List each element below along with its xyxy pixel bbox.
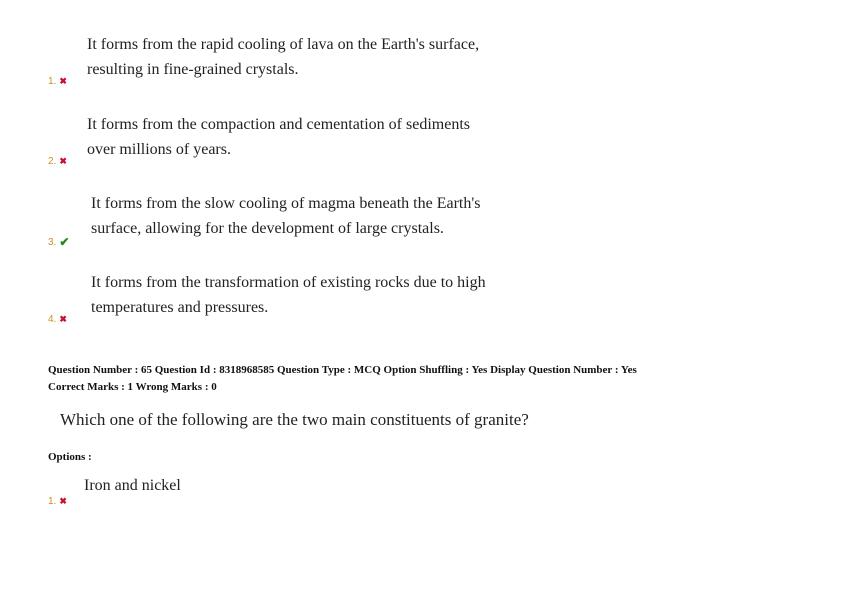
option-marker: [48, 314, 67, 325]
option-marker: [48, 235, 69, 249]
option-line: resulting in fine-grained crystals.: [87, 61, 299, 78]
cross-icon: ✖: [59, 156, 67, 166]
option-text: [91, 191, 480, 241]
option-number: 4.: [48, 314, 57, 325]
cross-icon: ✖: [59, 496, 67, 506]
options-label: Options :: [48, 451, 92, 463]
option-line: surface, allowing for the development of large crystals.: [91, 220, 444, 237]
option-marker: [48, 76, 67, 87]
option-line: It forms from the rapid cooling of lava on the Earth's surface,: [87, 36, 480, 53]
option-line: It forms from the slow cooling of magma beneath the Earth's: [91, 195, 481, 212]
question-meta-line2: Correct Marks : 1 Wrong Marks : 0: [48, 381, 217, 393]
question-text: Which one of the following are the two main constituents of granite?: [60, 410, 529, 429]
option-number: 1.: [48, 76, 57, 87]
option-number: 1.: [48, 496, 57, 507]
option-marker: [48, 496, 67, 507]
cross-icon: ✖: [59, 314, 67, 324]
option-text: [87, 32, 479, 82]
option-line: It forms from the transformation of existing rocks due to high: [91, 274, 486, 291]
option-line: It forms from the compaction and cementation of sediments: [87, 116, 470, 133]
option-text: Iron and nickel: [84, 477, 181, 494]
question-meta-line1: Question Number : 65 Question Id : 8318968585 Question Type : MCQ Option Shuffling : Yes Display Question Number : Yes: [48, 364, 637, 376]
option-line: temperatures and pressures.: [91, 299, 269, 316]
cross-icon: ✖: [59, 76, 67, 86]
option-number: 2.: [48, 156, 57, 167]
option-number: 3.: [48, 236, 57, 248]
option-text: [91, 270, 486, 320]
check-icon: ✔: [59, 235, 70, 249]
option-line: over millions of years.: [87, 141, 231, 158]
option-text: [87, 112, 470, 162]
option-marker: [48, 156, 67, 167]
